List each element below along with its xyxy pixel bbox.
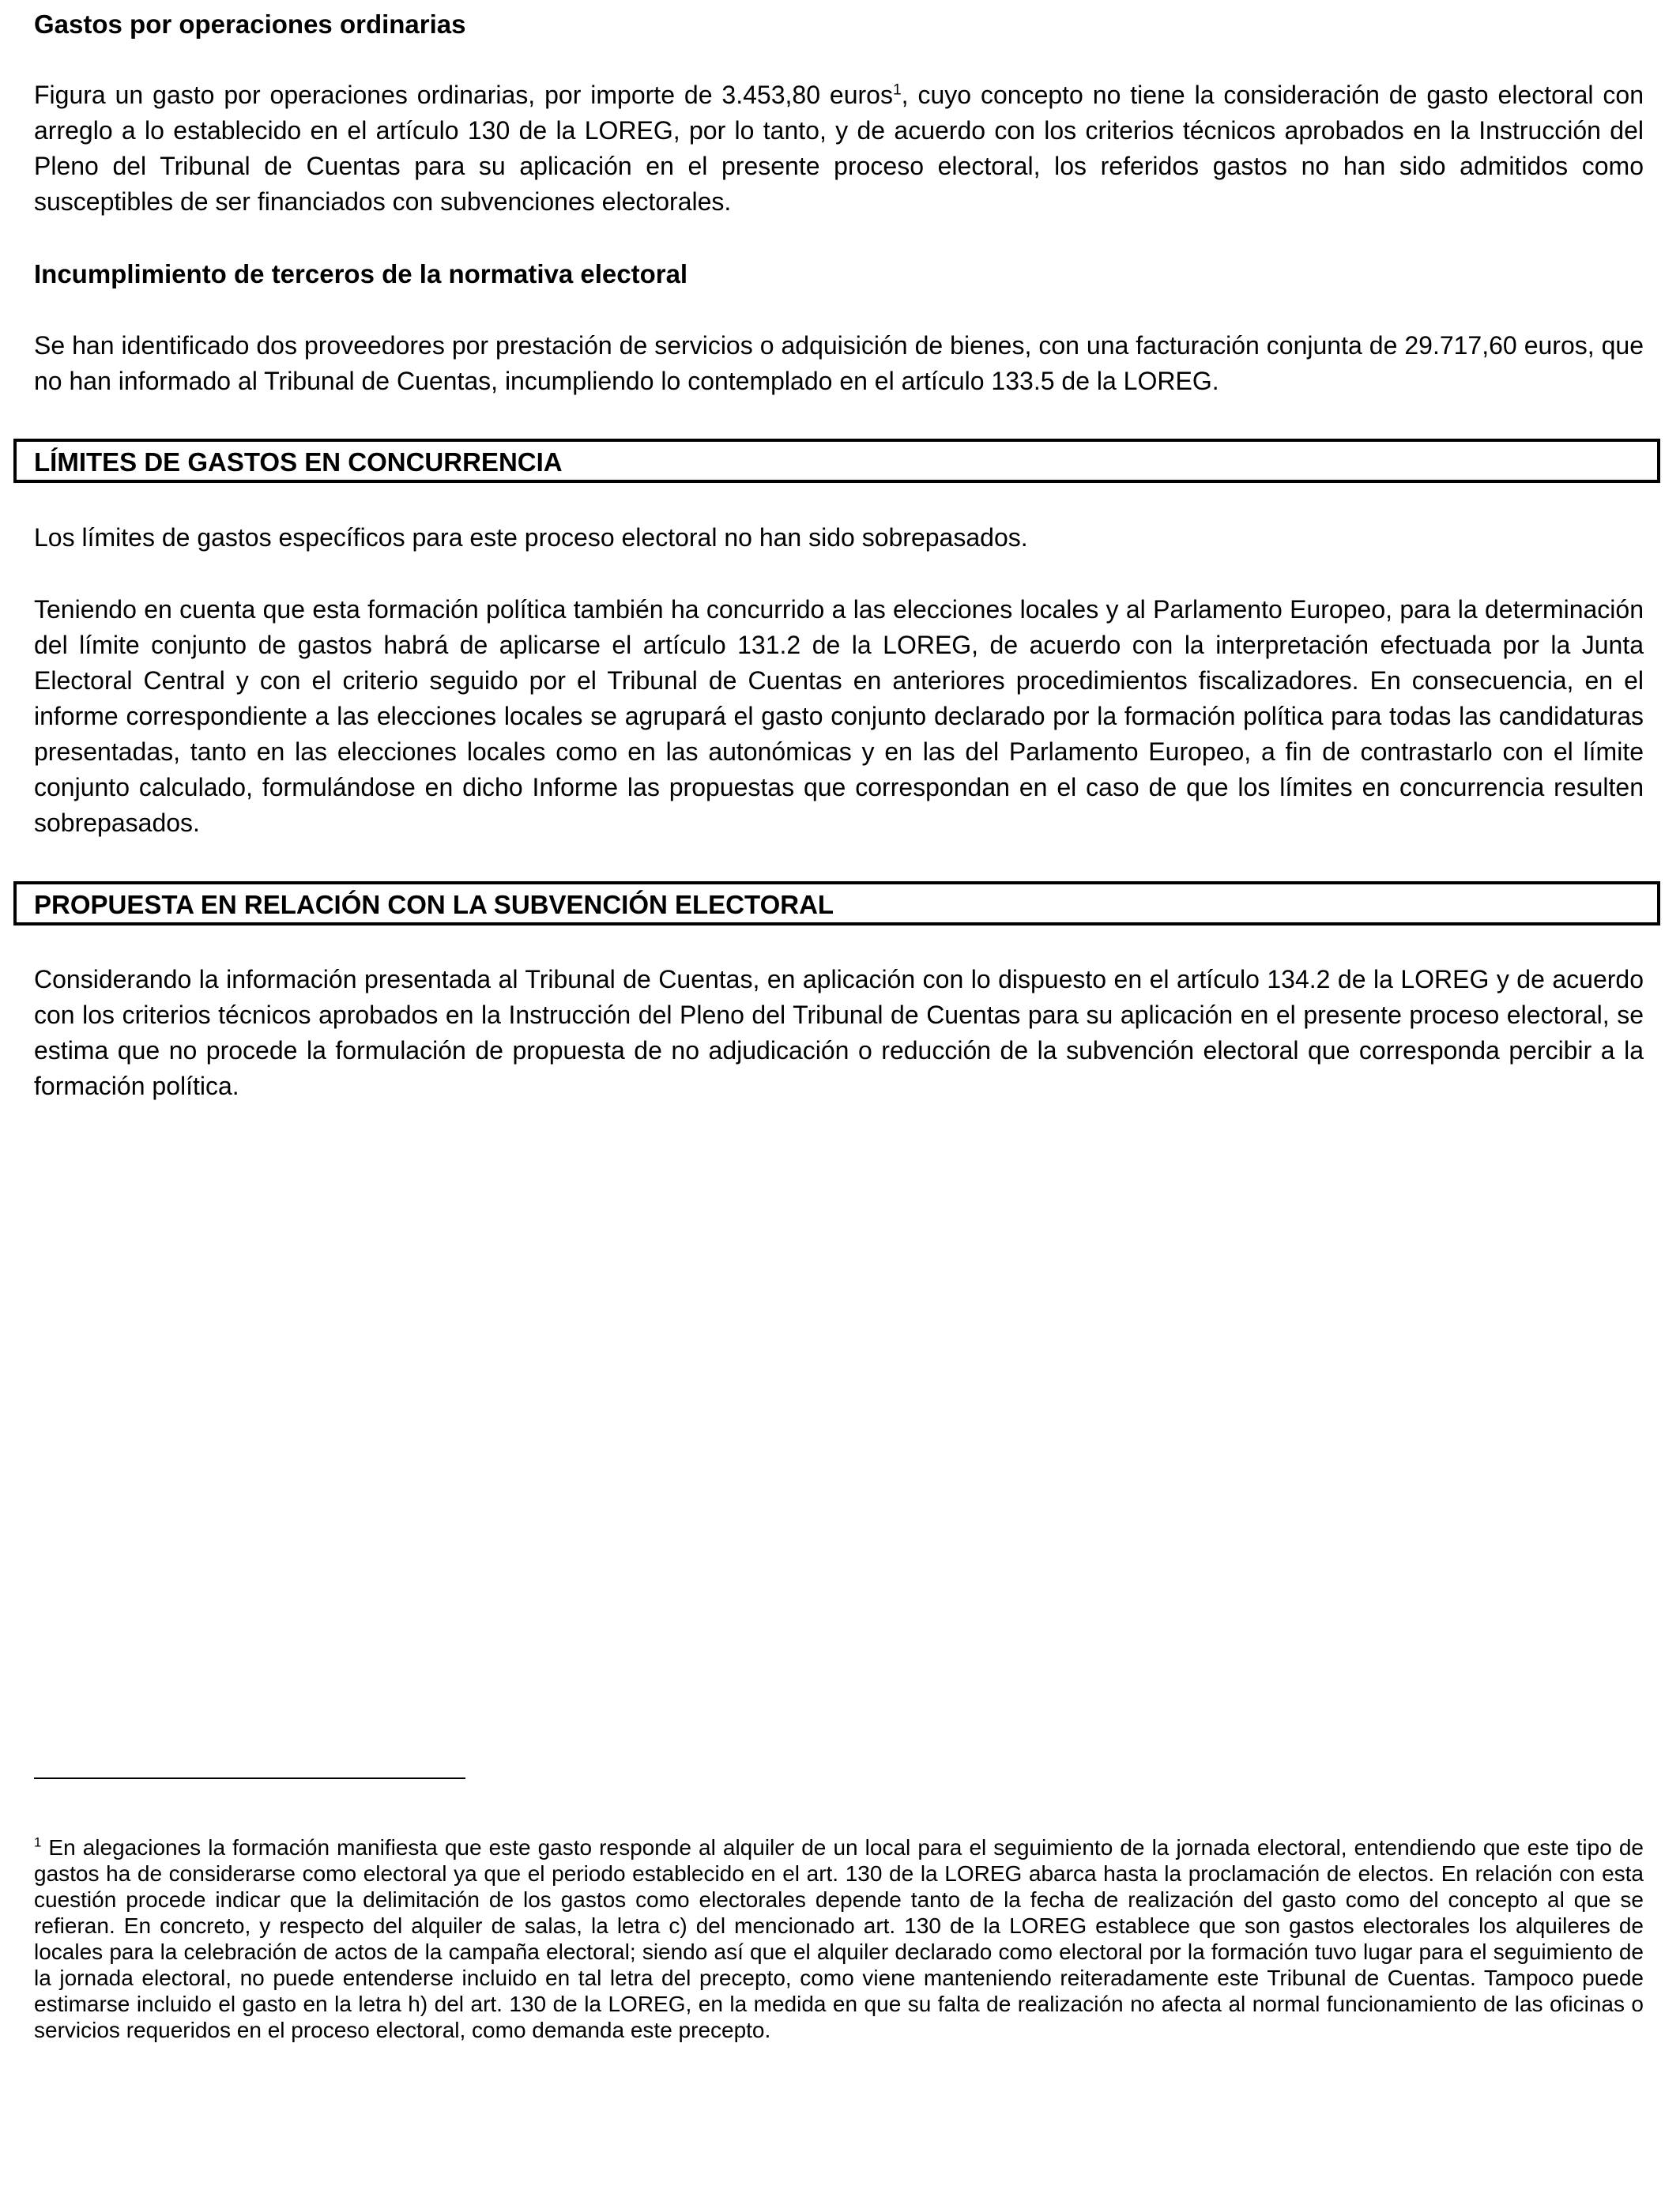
paragraph-limits-not-exceeded: Los límites de gastos específicos para este proceso electoral no han sido sobrepasados. xyxy=(34,523,1028,552)
paragraph-third-party-noncompliance: Se han identificado dos proveedores por prestación de servicios o adquisición de bienes, con una facturación conjunta de 29.717,60 euros, que no han informado al Tribunal de Cuentas, incumpliendo lo contemplado en el artículo 133.5 de la LOREG. xyxy=(34,331,1644,395)
ordinary-text-after: , cuyo concepto no tiene la consideración de gasto electoral con arreglo a lo establecido en el artículo 130 de la LOREG, por lo tanto, y de acuerdo con los criterios técnicos aprobados en la Instrucción del Pleno del Tribunal de Cuentas para su aplicación en el presente proceso electoral, los referidos gastos no han sido admitidos como susceptibles de ser financiados con subvenciones electorales. xyxy=(34,81,1644,216)
heading-ordinary-expenses: Gastos por operaciones ordinarias xyxy=(34,9,466,39)
footnote-text: En alegaciones la formación manifiesta que este gasto responde al alquiler de un local para el seguimiento de la jornada electoral, entendiendo que este tipo de gastos ha de considerarse como electoral ya que el periodo establecido en el art. 130 de la LOREG abarca hasta la proclamación de electos. En relación con esta cuestión procede indicar que la delimitación de los gastos como electorales depende tanto de la fecha de realización del gasto como del concepto al que se refieran. En concreto, y respecto del alquiler de salas, la letra c) del mencionado art. 130 de la LOREG establece que son gastos electorales los alquileres de locales para la celebración de actos de la campaña electoral; siendo así que el alquiler declarado como electoral por la formación tuvo lugar para el seguimiento de la jornada electoral, no puede entenderse incluido en tal letra del precepto, como viene manteniendo reiteradamente este Tribunal de Cuentas. Tampoco puede estimarse incluido el gasto en la letra h) del art. 130 de la LOREG, en la medida en que su falta de realización no afecta al normal funcionamiento de las oficinas o servicios requeridos en el proceso electoral, como demanda este precepto. xyxy=(34,1835,1644,2042)
ordinary-text-before: Figura un gasto por operaciones ordinarias, por importe de 3.453,80 euros xyxy=(34,81,893,109)
section-box-subsidy-proposal xyxy=(13,881,1660,925)
footnote-separator xyxy=(34,1777,465,1779)
footnote-number: 1 xyxy=(34,1834,42,1850)
heading-spending-limits: LÍMITES DE GASTOS EN CONCURRENCIA xyxy=(34,447,563,477)
footnote xyxy=(34,1834,1644,2043)
footnote-reference[interactable]: 1 xyxy=(892,81,902,99)
paragraph-joint-limit: Teniendo en cuenta que esta formación política también ha concurrido a las elecciones locales y al Parlamento Europeo, para la determinación del límite conjunto de gastos habrá de aplicarse el artículo 131.2 de la LOREG, de acuerdo con la interpretación efectuada por la Junta Electoral Central y con el criterio seguido por el Tribunal de Cuentas en anteriores procedimientos fiscalizadores. En consecuencia, en el informe correspondiente a las elecciones locales se agrupará el gasto conjunto declarado por la formación política para todas las candidaturas presentadas, tanto en las elecciones locales como en las autonómicas y en las del Parlamento Europeo, a fin de contrastarlo con el límite conjunto calculado, formulándose en dicho Informe las propuestas que correspondan en el caso de que los límites en concurrencia resulten sobrepasados. xyxy=(34,595,1644,837)
paragraph-subsidy-proposal: Considerando la información presentada al Tribunal de Cuentas, en aplicación con lo dispuesto en el artículo 134.2 de la LOREG y de acuerdo con los criterios técnicos aprobados en la Instrucción del Pleno del Tribunal de Cuentas para su aplicación en el presente proceso electoral, se estima que no procede la formulación de propuesta de no adjudicación o reducción de la subvención electoral que corresponda percibir a la formación política. xyxy=(34,965,1644,1100)
paragraph-ordinary-expenses xyxy=(34,77,1644,220)
heading-subsidy-proposal: PROPUESTA EN RELACIÓN CON LA SUBVENCIÓN ELECTORAL xyxy=(34,890,834,919)
heading-third-party-noncompliance: Incumplimiento de terceros de la normativa electoral xyxy=(34,259,688,288)
section-box-spending-limits xyxy=(13,439,1660,483)
